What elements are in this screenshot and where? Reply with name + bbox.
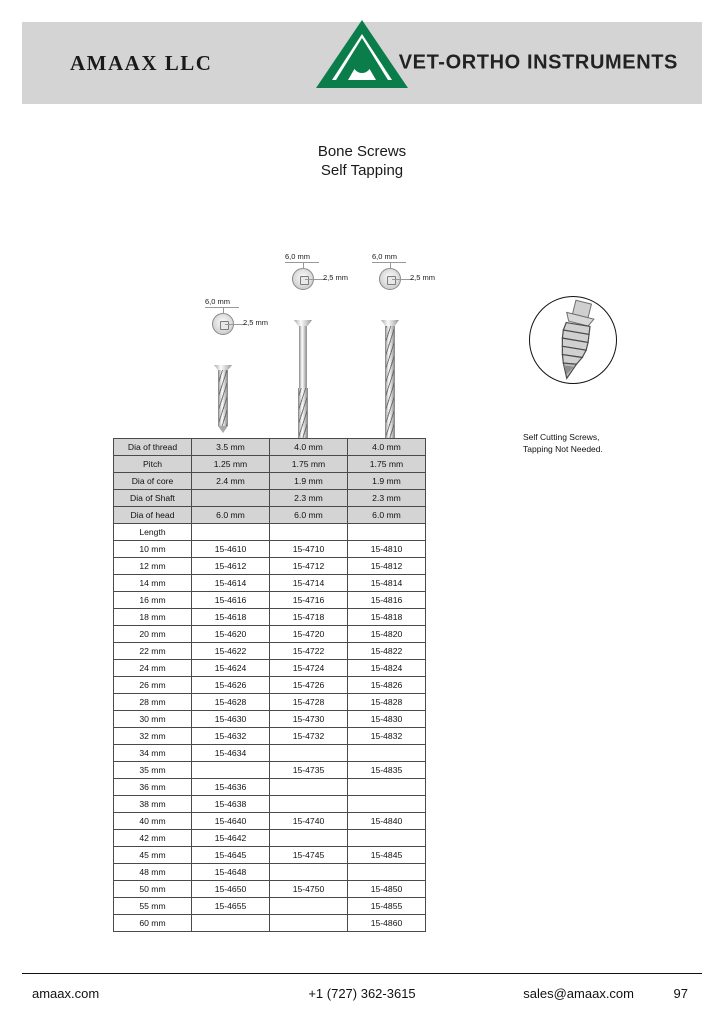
cell: 15-4818 xyxy=(348,609,426,626)
cell: 1.75 mm xyxy=(348,456,426,473)
cell: 15-4634 xyxy=(192,745,270,762)
cell: 15-4850 xyxy=(348,881,426,898)
cell: 15-4720 xyxy=(270,626,348,643)
cell: 15-4718 xyxy=(270,609,348,626)
cell xyxy=(348,864,426,881)
row-label: Pitch xyxy=(114,456,192,473)
table-row xyxy=(114,830,426,847)
cell: 15-4816 xyxy=(348,592,426,609)
cell xyxy=(270,915,348,932)
table-row xyxy=(114,796,426,813)
row-label: 18 mm xyxy=(114,609,192,626)
table-row xyxy=(114,711,426,728)
cell: 15-4616 xyxy=(192,592,270,609)
table-row xyxy=(114,592,426,609)
cell: 6.0 mm xyxy=(270,507,348,524)
table-row xyxy=(114,779,426,796)
amaax-triangle-logo-icon xyxy=(314,18,410,90)
cell: 4.0 mm xyxy=(270,439,348,456)
table-body xyxy=(114,439,426,932)
row-label: 20 mm xyxy=(114,626,192,643)
cell: 4.0 mm xyxy=(348,439,426,456)
cell: 15-4640 xyxy=(192,813,270,830)
table-row xyxy=(114,898,426,915)
cell: 1.25 mm xyxy=(192,456,270,473)
screw3-head-dia-label: 6,0 mm xyxy=(372,252,398,261)
cell xyxy=(270,779,348,796)
cell: 15-4832 xyxy=(348,728,426,745)
row-label: 50 mm xyxy=(114,881,192,898)
row-label: 35 mm xyxy=(114,762,192,779)
cell: 15-4636 xyxy=(192,779,270,796)
page-title xyxy=(0,142,724,180)
cell: 15-4712 xyxy=(270,558,348,575)
cell: 1.75 mm xyxy=(270,456,348,473)
table-row xyxy=(114,881,426,898)
cell: 15-4614 xyxy=(192,575,270,592)
table-row xyxy=(114,558,426,575)
row-label: 42 mm xyxy=(114,830,192,847)
cell: 15-4814 xyxy=(348,575,426,592)
cell xyxy=(270,796,348,813)
row-label: 38 mm xyxy=(114,796,192,813)
row-label: 30 mm xyxy=(114,711,192,728)
cell: 1.9 mm xyxy=(270,473,348,490)
row-label: Dia of core xyxy=(114,473,192,490)
footer-phone: +1 (727) 362-3615 xyxy=(308,986,416,1001)
table-row xyxy=(114,643,426,660)
cell: 6.0 mm xyxy=(348,507,426,524)
table-row xyxy=(114,541,426,558)
cell: 15-4810 xyxy=(348,541,426,558)
cell xyxy=(348,796,426,813)
screw3-thread xyxy=(385,326,395,440)
header-tagline: VET-ORTHO INSTRUMENTS xyxy=(398,51,678,74)
cell: 15-4824 xyxy=(348,660,426,677)
table-row xyxy=(114,609,426,626)
cell xyxy=(270,864,348,881)
cell: 15-4855 xyxy=(348,898,426,915)
cell: 15-4722 xyxy=(270,643,348,660)
cell: 15-4642 xyxy=(192,830,270,847)
cell xyxy=(348,745,426,762)
screw2-shank xyxy=(299,326,307,388)
cell: 2.4 mm xyxy=(192,473,270,490)
row-label: 36 mm xyxy=(114,779,192,796)
row-label: 10 mm xyxy=(114,541,192,558)
row-label: 22 mm xyxy=(114,643,192,660)
table-row xyxy=(114,473,426,490)
cell: 15-4648 xyxy=(192,864,270,881)
cell: 2.3 mm xyxy=(270,490,348,507)
row-label: Dia of thread xyxy=(114,439,192,456)
cell xyxy=(270,830,348,847)
footer-divider xyxy=(22,973,702,974)
cell: 15-4740 xyxy=(270,813,348,830)
row-label: 32 mm xyxy=(114,728,192,745)
row-label: Dia of head xyxy=(114,507,192,524)
footer-email: sales@amaax.com xyxy=(523,986,634,1001)
cell: 15-4728 xyxy=(270,694,348,711)
cell: 15-4655 xyxy=(192,898,270,915)
cell xyxy=(192,524,270,541)
cell: 15-4750 xyxy=(270,881,348,898)
row-label: 34 mm xyxy=(114,745,192,762)
table-row-length-header xyxy=(114,524,426,541)
cell: 15-4724 xyxy=(270,660,348,677)
cell: 15-4638 xyxy=(192,796,270,813)
row-label: 48 mm xyxy=(114,864,192,881)
inset-caption-line1: Self Cutting Screws, xyxy=(523,432,600,442)
screw1-thread xyxy=(218,370,228,426)
cell: 15-4835 xyxy=(348,762,426,779)
row-label: 60 mm xyxy=(114,915,192,932)
cell: 15-4650 xyxy=(192,881,270,898)
specification-table xyxy=(113,438,426,932)
inset-caption-line2: Tapping Not Needed. xyxy=(523,443,603,454)
row-label: 16 mm xyxy=(114,592,192,609)
table-row xyxy=(114,864,426,881)
table-row xyxy=(114,660,426,677)
length-header: Length xyxy=(114,524,192,541)
cell xyxy=(192,915,270,932)
table-row xyxy=(114,490,426,507)
cell: 15-4710 xyxy=(270,541,348,558)
cell: 15-4726 xyxy=(270,677,348,694)
cell: 6.0 mm xyxy=(192,507,270,524)
table-row xyxy=(114,847,426,864)
row-label: 14 mm xyxy=(114,575,192,592)
cell xyxy=(348,830,426,847)
row-label: Dia of Shaft xyxy=(114,490,192,507)
row-label: 45 mm xyxy=(114,847,192,864)
row-label: 55 mm xyxy=(114,898,192,915)
cell: 15-4730 xyxy=(270,711,348,728)
cell: 15-4840 xyxy=(348,813,426,830)
screw1-socket-label: 2,5 mm xyxy=(243,318,269,327)
cell xyxy=(270,524,348,541)
page-title-line1: Bone Screws xyxy=(317,143,407,160)
cell: 15-4645 xyxy=(192,847,270,864)
table-row xyxy=(114,677,426,694)
cell xyxy=(270,898,348,915)
cell: 15-4620 xyxy=(192,626,270,643)
table-row xyxy=(114,456,426,473)
cell xyxy=(270,745,348,762)
cell: 15-4618 xyxy=(192,609,270,626)
table-row xyxy=(114,507,426,524)
row-label: 28 mm xyxy=(114,694,192,711)
row-label: 40 mm xyxy=(114,813,192,830)
cell: 15-4612 xyxy=(192,558,270,575)
screw3-socket-label: 2,5 mm xyxy=(410,273,436,282)
table-row xyxy=(114,439,426,456)
table-row xyxy=(114,915,426,932)
cell: 15-4820 xyxy=(348,626,426,643)
cell: 2.3 mm xyxy=(348,490,426,507)
row-label: 26 mm xyxy=(114,677,192,694)
cell: 15-4828 xyxy=(348,694,426,711)
cell: 15-4860 xyxy=(348,915,426,932)
cell: 1.9 mm xyxy=(348,473,426,490)
cell: 15-4622 xyxy=(192,643,270,660)
cell xyxy=(348,524,426,541)
cell: 15-4624 xyxy=(192,660,270,677)
row-label: 24 mm xyxy=(114,660,192,677)
table-row xyxy=(114,694,426,711)
table-row xyxy=(114,626,426,643)
company-name: AMAAX LLC xyxy=(70,50,213,75)
page-title-line2: Self Tapping xyxy=(320,162,404,179)
table-row xyxy=(114,728,426,745)
cell: 15-4845 xyxy=(348,847,426,864)
row-label: 12 mm xyxy=(114,558,192,575)
footer-page-number: 97 xyxy=(673,986,688,1001)
table-row xyxy=(114,813,426,830)
cell xyxy=(348,779,426,796)
screw2-head-dia-label: 6,0 mm xyxy=(285,252,311,261)
cell: 15-4826 xyxy=(348,677,426,694)
cell: 15-4732 xyxy=(270,728,348,745)
cell xyxy=(192,490,270,507)
cell: 15-4628 xyxy=(192,694,270,711)
cell: 15-4830 xyxy=(348,711,426,728)
table-row xyxy=(114,745,426,762)
cell: 15-4822 xyxy=(348,643,426,660)
cell: 15-4812 xyxy=(348,558,426,575)
cell: 3.5 mm xyxy=(192,439,270,456)
cell: 15-4735 xyxy=(270,762,348,779)
screw1-head-dia-label: 6,0 mm xyxy=(205,297,231,306)
screw2-socket-label: 2,5 mm xyxy=(323,273,349,282)
page-footer xyxy=(22,982,702,1010)
screw2-thread xyxy=(298,388,308,440)
cell: 15-4714 xyxy=(270,575,348,592)
self-cutting-screw-tip-detail-icon xyxy=(529,296,617,384)
cell xyxy=(192,762,270,779)
cell: 15-4610 xyxy=(192,541,270,558)
cell: 15-4716 xyxy=(270,592,348,609)
cell: 15-4632 xyxy=(192,728,270,745)
cell: 15-4745 xyxy=(270,847,348,864)
table-row xyxy=(114,575,426,592)
cell: 15-4626 xyxy=(192,677,270,694)
inset-caption xyxy=(523,432,693,455)
footer-website: amaax.com xyxy=(32,986,100,1001)
cell: 15-4630 xyxy=(192,711,270,728)
table-row xyxy=(114,762,426,779)
screw1-tip xyxy=(218,426,228,433)
